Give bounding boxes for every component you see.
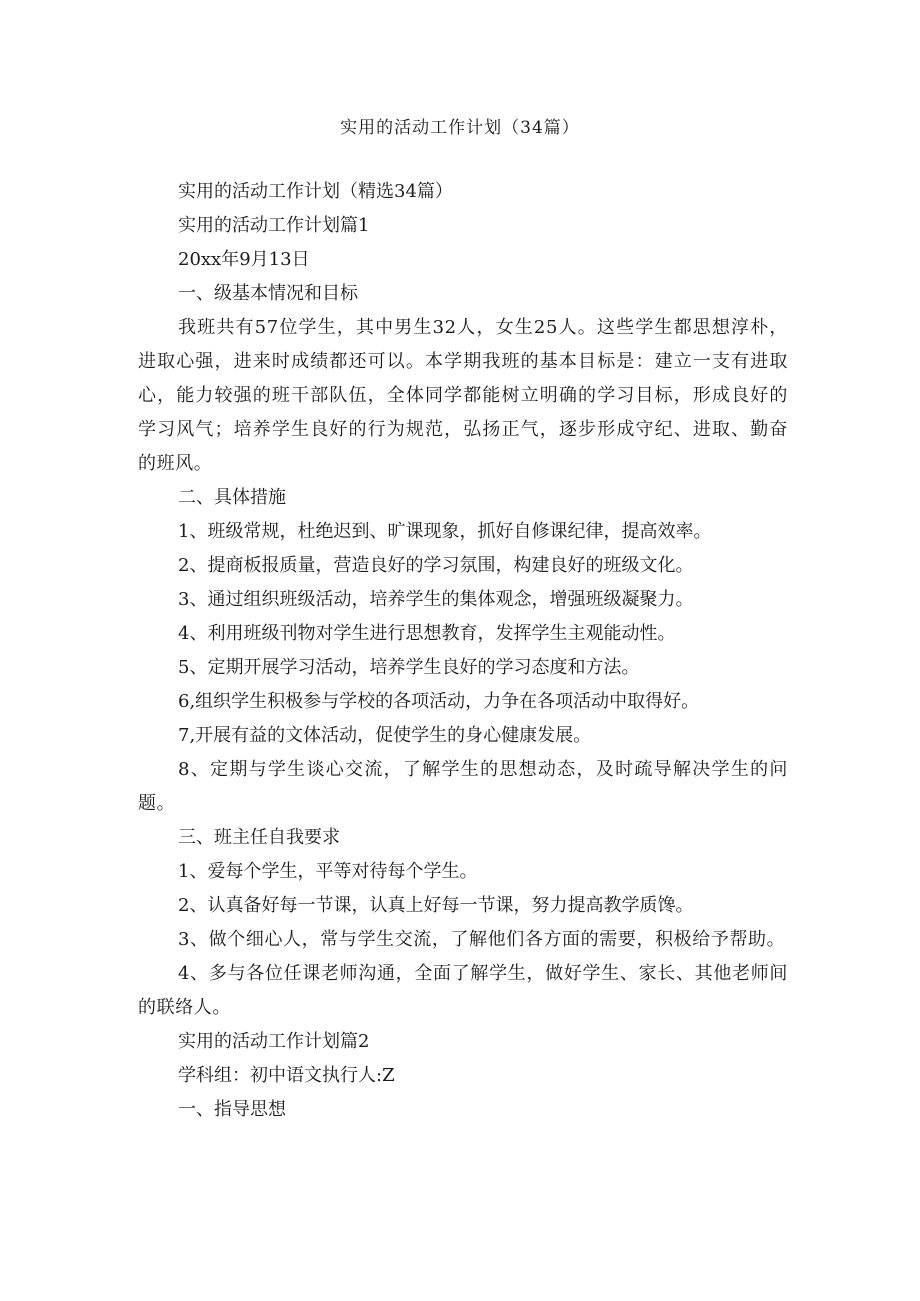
list-item: 2、提商板报质量，营造良好的学习氛围，构建良好的班级文化。	[178, 555, 694, 576]
list-item: 3、做个细心人，常与学生交流，了解他们各方面的需要，积极给予帮助。	[178, 929, 786, 950]
document-title: 实用的活动工作计划（34篇）	[340, 118, 580, 138]
subject-group-line: 学科组：初中语文执行人:Z	[178, 1065, 395, 1086]
date-line: 20xx年9月13日	[178, 249, 310, 270]
subtitle-line: 实用的活动工作计划（精选34篇）	[178, 181, 453, 202]
list-item: 1、班级常规，杜绝迟到、旷课现象，抓好自修课纪律，提高效率。	[178, 521, 712, 542]
list-item: 3、通过组织班级活动，培养学生的集体观念，增强班级凝聚力。	[178, 589, 694, 610]
section-heading-part2: 实用的活动工作计划篇2	[178, 1031, 370, 1052]
list-item: 1、爱每个学生，平等对待每个学生。	[178, 861, 478, 882]
list-item: 6,组织学生积极参与学校的各项活动，力争在各项活动中取得好。	[178, 691, 700, 712]
section-heading-part1: 实用的活动工作计划篇1	[178, 215, 370, 236]
heading-teacher-requirements: 三、班主任自我要求	[178, 827, 340, 848]
heading-guiding-ideology: 一、指导思想	[178, 1099, 286, 1120]
list-item: 4、利用班级刊物对学生进行思想教育，发挥学生主观能动性。	[178, 623, 676, 644]
list-item: 7,开展有益的文体活动，促使学生的身心健康发展。	[178, 725, 592, 746]
list-item: 8、定期与学生谈心交流，了解学生的思想动态，及时疏导解决学生的问题。	[138, 759, 788, 814]
document-body	[138, 175, 788, 1127]
list-item: 2、认真备好每一节课，认真上好每一节课，努力提高教学质馋。	[178, 895, 694, 916]
list-item: 5、定期开展学习活动，培养学生良好的学习态度和方法。	[178, 657, 640, 678]
heading-basic-situation: 一、级基本情况和目标	[178, 283, 358, 304]
paragraph-class-overview: 我班共有57位学生，其中男生32人，女生25人。这些学生都思想淳朴，进取心强，进来时成绩都还可以。本学期我班的基本目标是：建立一支有进取心，能力较强的班干部队伍，全体同学都能树立明确的学习目标，形成良好的学习风气；培养学生良好的行为规范，弘扬正气，逐步形成守纪、进取、勤奋的班风。	[138, 317, 788, 474]
heading-specific-measures: 二、具体措施	[178, 487, 286, 508]
list-item: 4、多与各位任课老师沟通，全面了解学生，做好学生、家长、其他老师间的联络人。	[138, 963, 788, 1018]
